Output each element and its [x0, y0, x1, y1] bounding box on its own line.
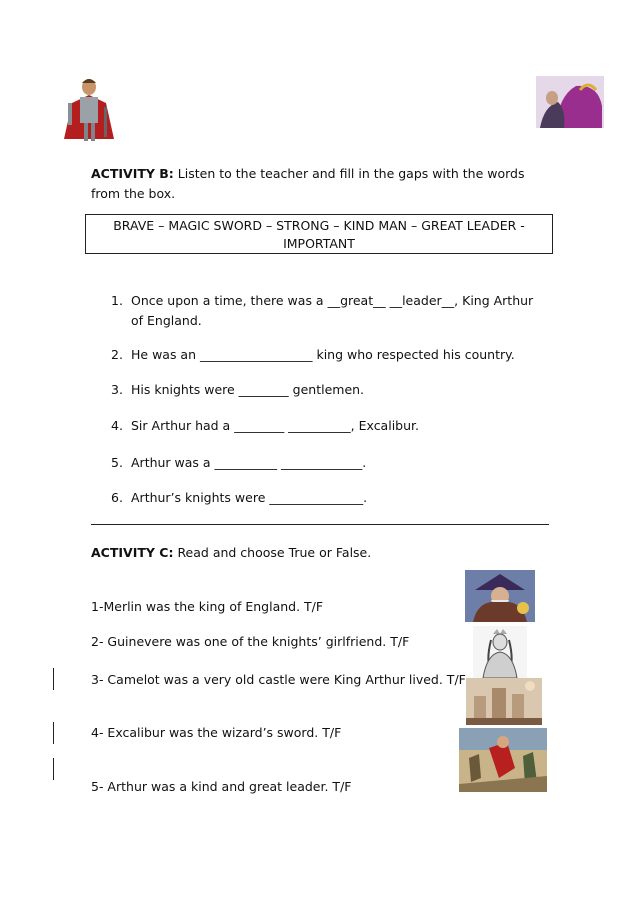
merlin-image [465, 570, 535, 622]
fill-in-item: He was an __________________ king who respected his country. [131, 347, 515, 362]
battle-image [459, 728, 547, 792]
activity-b-intro [91, 164, 541, 204]
true-false-item: 4- Excalibur was the wizard’s sword. T/F [91, 725, 342, 740]
activity-b-instruction: Listen to the teacher and fill in the gaps with the words from the box. [91, 166, 525, 201]
item-number: 4. [111, 418, 123, 433]
margin-bar [53, 722, 54, 744]
true-false-item: 5- Arthur was a kind and great leader. T/F [91, 779, 352, 794]
item-number: 2. [111, 347, 123, 362]
fill-in-item: Once upon a time, there was a __great__ __leader__, King Arthur of England. [131, 293, 534, 328]
activity-b-label: ACTIVITY B: [91, 166, 174, 181]
fill-in-item: Arthur was a __________ _____________. [131, 455, 367, 470]
word-box: BRAVE – MAGIC SWORD – STRONG – KIND MAN – GREAT LEADER - IMPORTANT [85, 214, 553, 254]
item-number: 3. [111, 382, 123, 397]
activity-c-label: ACTIVITY C: [91, 545, 174, 560]
margin-bar [53, 668, 54, 690]
queen-image [473, 626, 527, 678]
fill-in-item: Sir Arthur had a ________ __________, Excalibur. [131, 418, 419, 433]
fill-in-item: His knights were ________ gentlemen. [131, 382, 365, 397]
margin-bar [53, 758, 54, 780]
item-number: 5. [111, 455, 123, 470]
section-divider [91, 524, 549, 525]
item-number: 6. [111, 490, 123, 505]
activity-c-instruction: Read and choose True or False. [177, 545, 372, 560]
fill-in-item: Arthur’s knights were _______________. [131, 490, 368, 505]
true-false-item: 2- Guinevere was one of the knights’ girlfriend. T/F [91, 634, 410, 649]
castle-image [466, 678, 542, 725]
wizard-image [536, 76, 604, 128]
true-false-item: 3- Camelot was a very old castle were King Arthur lived. T/F [91, 672, 466, 687]
item-number: 1. [111, 293, 123, 308]
knight-image [60, 73, 118, 146]
true-false-item: 1-Merlin was the king of England. T/F [91, 599, 324, 614]
activity-c-intro [91, 545, 371, 560]
